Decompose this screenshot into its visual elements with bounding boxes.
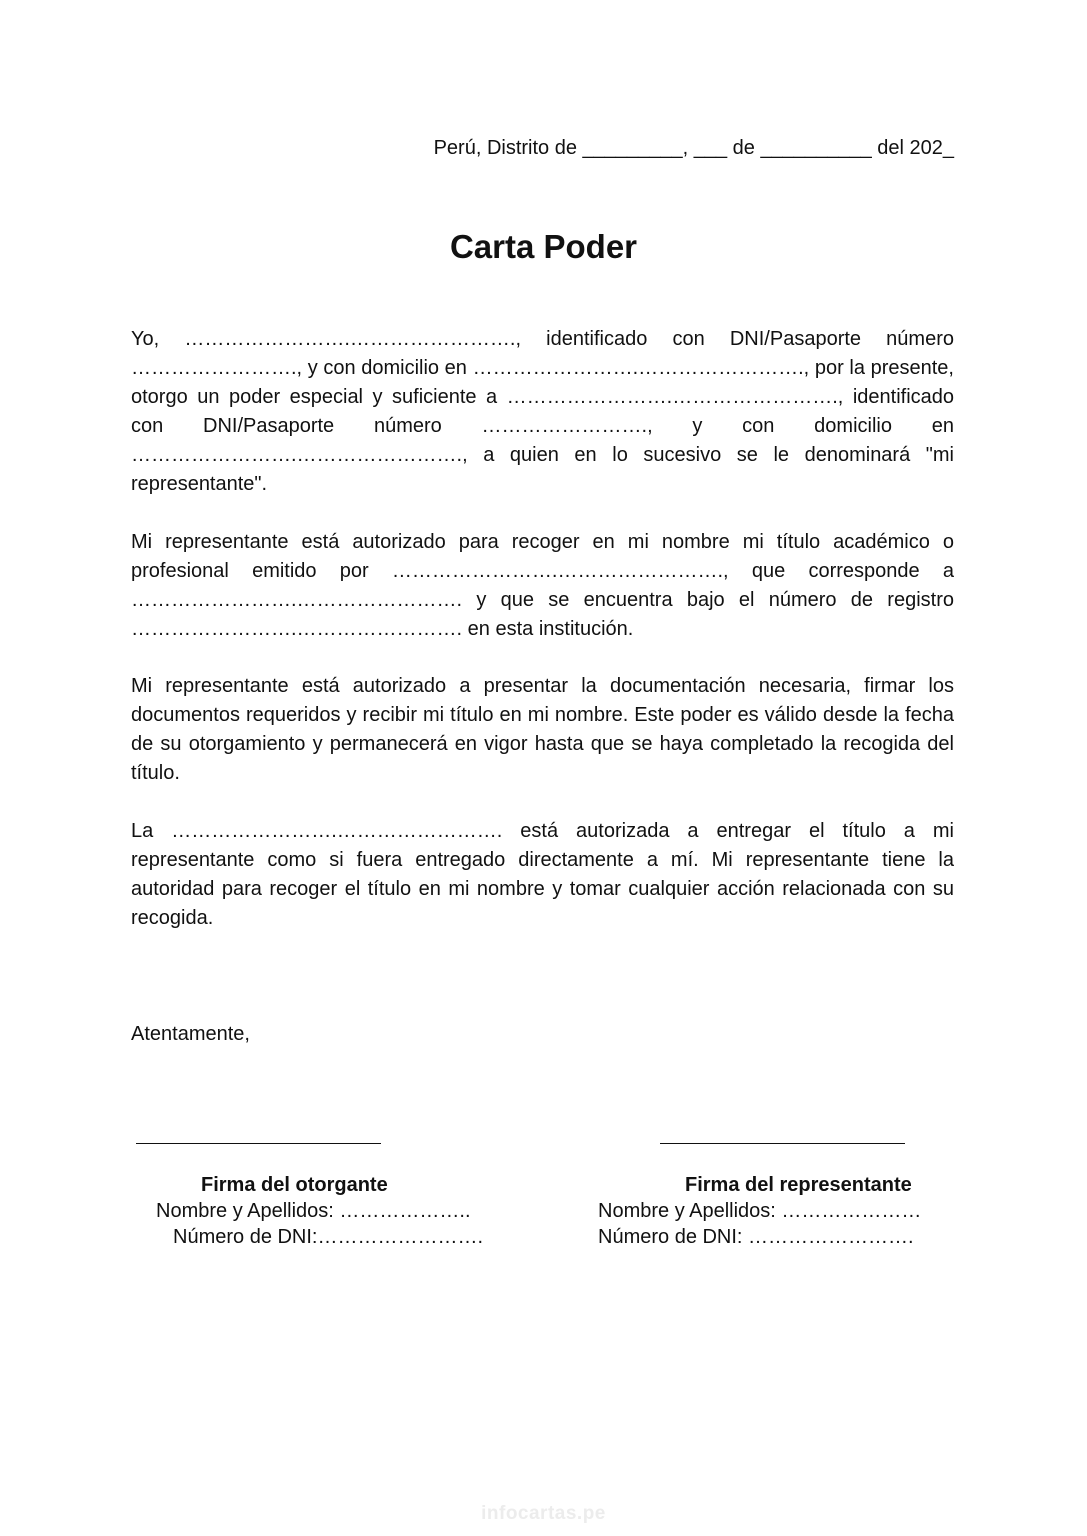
- representative-signature-block: [598, 1172, 921, 1250]
- paragraph-grant-of-power: Yo, …………………….……………………., identificado con DNI/Pasaporte número ……………………., y con domicilio en …………………….……………………., por la presente, otorgo un poder especial y suficiente a …………………….……………………., identificado con DNI/Pasaporte número ……………………., y con domicilio en …………………….……………………., a quien en lo sucesivo se le denominará "mi representante".: [131, 328, 954, 495]
- paragraph-authorization-scope: Mi representante está autorizado a presentar la documentación necesaria, firmar los documentos requeridos y recibir mi título en mi nombre. Este poder es válido desde la fecha de su otorgamiento y permanecerá en vigor hasta que se haya completado la recogida del título.: [131, 675, 954, 784]
- representative-dni-field: Número de DNI: …………………….: [598, 1226, 914, 1248]
- grantor-signature-block: [156, 1172, 483, 1250]
- grantor-dni-field: Número de DNI:…………………….: [173, 1226, 484, 1248]
- representative-name-field: Nombre y Apellidos: …………………: [598, 1200, 922, 1222]
- document-title: Carta Poder: [449, 228, 638, 265]
- closing-salutation: Atentamente,: [131, 1023, 250, 1045]
- paragraph-title-pickup: Mi representante está autorizado para recoger en mi nombre mi título académico o profesional emitido por …………………….……………………., que corresponde a …………………….……………………. y que se encuentra bajo el número de registro …………………….……………………. en esta institución.: [131, 531, 954, 640]
- grantor-signature-title: Firma del otorgante: [201, 1174, 388, 1196]
- watermark: infocartas.pe: [481, 1503, 606, 1524]
- grantor-signature-line: [136, 1143, 381, 1144]
- representative-signature-title: Firma del representante: [685, 1174, 912, 1196]
- representative-signature-line: [660, 1143, 905, 1144]
- paragraph-institution-authorization: La …………………….……………………. está autorizada a entregar el título a mi representante como si fuera entregado directamente a mí. Mi representante tiene la autoridad para recoger el título en mi nombre y tomar cualquier acción relacionada con su recogida.: [131, 820, 954, 929]
- grantor-name-field: Nombre y Apellidos: ………………..: [156, 1200, 471, 1222]
- date-line: Perú, Distrito de _________, ___ de __________ del 202_: [433, 137, 954, 159]
